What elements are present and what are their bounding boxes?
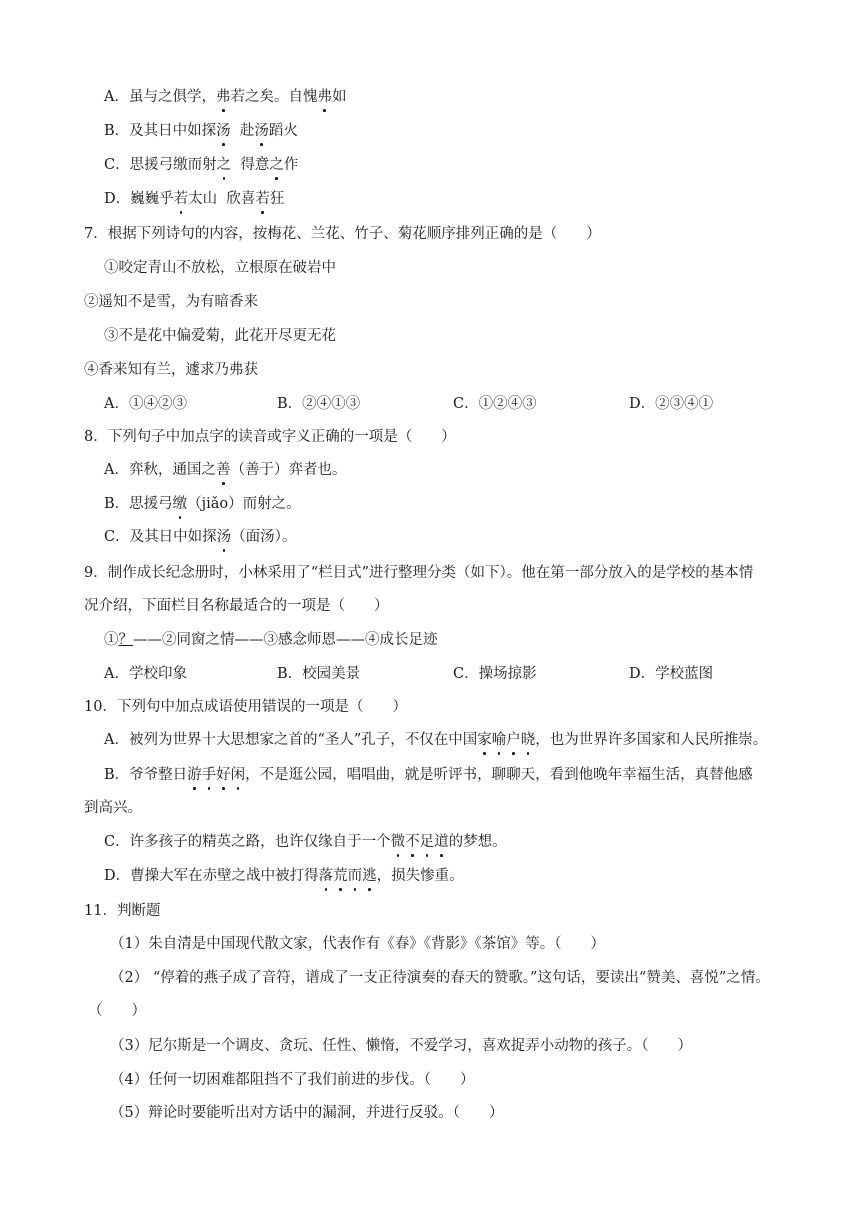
q7-poem-line-2: ②遥知不是雪，为有暗香来 [84,294,258,310]
q9-stem-line-1: 9．制作成长纪念册时，小林采用了“栏目式”进行整理分类（如下）。他在第一部分放入的是学校的基本情 [84,565,754,581]
dotted-char: 晓 [520,732,536,748]
dotted-char: 落 [318,868,334,884]
text: 的梦想。 [448,834,507,850]
text: 作 [283,157,299,173]
text: B．思援弓 [104,496,173,512]
q11-item-4: （4）任何一切困难都阻挡不了我们前进的步伐。（ ） [110,1072,475,1088]
q7-choice-a: A．①④②③ [104,396,187,412]
text: 若之矣。自愧 [230,89,318,105]
text: B．及其日中如探 [104,123,217,139]
text: C．思援弓缴而射 [104,157,217,173]
q9-stem-line-2: 况介绍，下面栏目名称最适合的一项是（ ） [84,598,389,614]
q6-option-b [104,121,298,141]
q11-item-2-blank: （ ） [88,1003,146,1019]
blank: ？ [118,632,133,648]
q9-choice-d: D．学校蓝图 [629,666,714,682]
dotted-char: 喻 [491,732,507,748]
text: D．巍巍乎 [104,191,174,207]
text: 如 [331,89,347,105]
q6-option-a [104,87,346,107]
text: D．曹操大军在赤壁之战中被打得 [104,868,319,884]
dotted-char: 足 [419,834,435,850]
q11-item-1: （1）朱自清是中国现代散文家，代表作有《春》《背影》《茶馆》等。（ ） [110,936,605,952]
q7-stem: 7．根据下列诗句的内容，按梅花、兰花、竹子、菊花顺序排列正确的是（ ） [84,226,601,242]
dotted-char: 汤 [216,529,232,545]
dotted-char: 道 [434,834,449,850]
text: 太山 欣喜 [188,191,256,207]
text: A．被列为世界十大思想家之首的“圣人”孔子，不仅在中国 [104,732,478,748]
q7-choice-d: D．②③④① [629,396,714,412]
text: A．虽与之俱学， [104,89,216,105]
text: 赴 [230,123,255,139]
dotted-char: 若 [255,191,270,207]
dotted-char: 手 [201,767,217,783]
text: C．及其日中如探 [104,529,217,545]
dotted-char: 微 [390,834,406,850]
q10-option-a [104,730,767,750]
dotted-char: 善 [215,462,231,478]
q9-choice-a: A．学校印象 [104,666,187,682]
dotted-char: 汤 [254,123,269,139]
dotted-char: 不 [405,834,420,850]
dotted-char: 之 [216,157,232,173]
text: （善于）弈者也。 [230,462,347,478]
q8-stem: 8．下列句子中加点字的读音或字义正确的一项是（ ） [84,429,456,445]
text: ，不是逛公园，唱唱曲，就是听评书，聊聊天，看到他晚年幸福生活，真替他感 [245,767,753,783]
q6-option-d [104,189,284,209]
dotted-char: 逃 [362,868,377,884]
q7-poem-line-3: ③不是花中偏爱菊，此花开尽更无花 [104,328,336,344]
dotted-char: 弗 [215,89,231,105]
dotted-char: 之 [269,157,284,173]
text: 得意 [231,157,270,173]
q10-option-b [104,765,753,785]
text: ，也为世界许多国家和人民所推崇。 [535,732,768,748]
q7-poem-line-4: ④香来知有兰，遽求乃弗获 [84,362,258,378]
dotted-char: 好 [216,767,231,783]
dotted-char: 若 [173,191,189,207]
q9-column-row [104,630,438,650]
q10-option-d [104,866,464,886]
text: 蹈火 [268,123,298,139]
dotted-char: 汤 [216,123,231,139]
q10-stem: 10．下列句中加点成语使用错误的一项是（ ） [84,699,407,715]
q7-choice-c: C．①②④③ [453,396,537,412]
text: 狂 [269,191,285,207]
q8-option-a [104,460,346,480]
q11-item-5: （5）辩论时要能听出对方话中的漏洞，并进行反驳。（ ） [110,1105,504,1121]
text: ——②同窗之情——③感念师恩——④成长足迹 [133,632,438,648]
q8-option-b [104,494,301,514]
dotted-char: 弗 [317,89,332,105]
dotted-char: 而 [347,868,363,884]
q11-item-3: （3）尼尔斯是一个调皮、贪玩、任性、懒惰，不爱学习，喜欢捉弄小动物的孩子。（ ） [110,1038,692,1054]
q11-stem: 11．判断题 [84,903,161,919]
q6-option-c [104,155,298,175]
dotted-char: 荒 [333,868,348,884]
text: B．爷爷整日 [104,767,188,783]
dotted-char: 家 [477,732,492,748]
text: （jiǎo）而射之。 [187,496,301,512]
text: A．弈秋，通国之 [104,462,216,478]
dotted-char: 缴 [172,496,188,512]
q11-item-2: （2） “停着的燕子成了音符，谱成了一支正待演奏的春天的赞歌。”这句话，要读出“赞美、喜悦”之情。 [110,970,770,986]
q7-choice-b: B．②④①③ [277,396,361,412]
text: ，损失惨重。 [376,868,464,884]
q10-option-c [104,832,507,852]
text: C．许多孩子的精英之路，也许仅缘自于一个 [104,834,391,850]
q10-option-b-cont: 到高兴。 [84,800,142,816]
q9-choice-b: B．校园美景 [277,666,361,682]
dotted-char: 游 [187,767,202,783]
text: （面汤）。 [231,529,297,545]
text: ① [104,632,119,648]
q7-poem-line-1: ①咬定青山不放松，立根原在破岩中 [104,260,336,276]
q9-choice-c: C．操场掠影 [453,666,537,682]
dotted-char: 户 [506,732,521,748]
dotted-char: 闲 [230,767,246,783]
q8-option-c [104,527,296,547]
